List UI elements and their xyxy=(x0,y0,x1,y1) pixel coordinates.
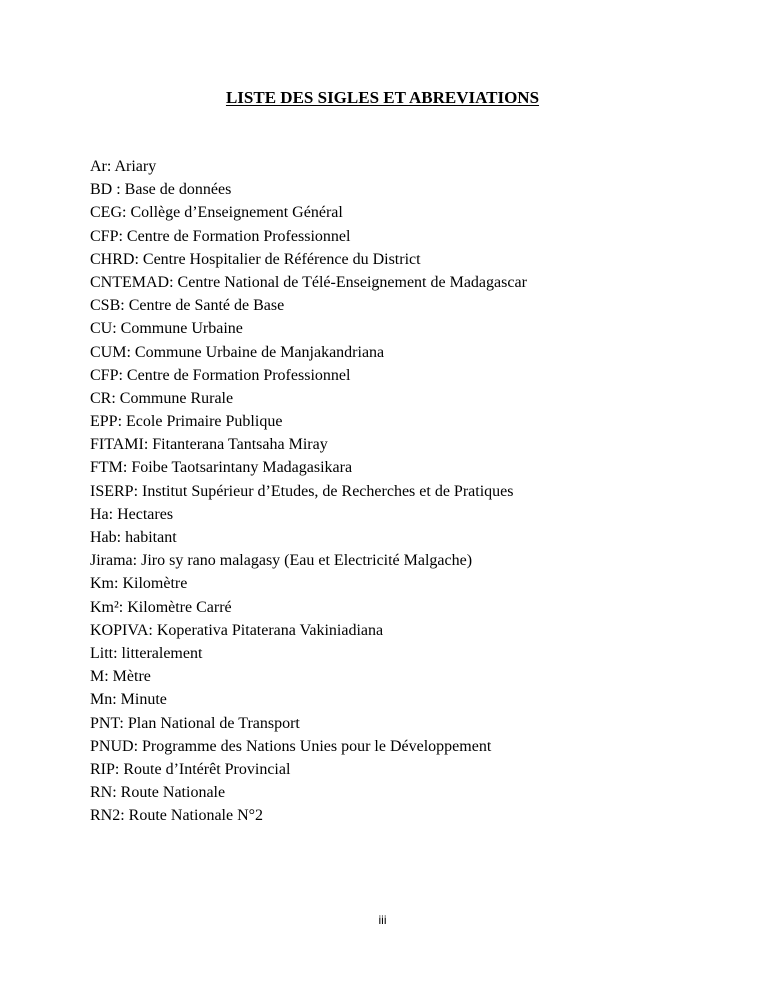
abbreviation-entry: Ha: Hectares xyxy=(90,505,174,523)
abbreviation-entry: FTM: Foibe Taotsarintany Madagasikara xyxy=(90,459,353,477)
abbreviation-entry: CFP: Centre de Formation Professionnel xyxy=(90,366,351,384)
abbreviation-entry: BD : Base de données xyxy=(90,181,232,199)
abbreviation-entry: Hab: habitant xyxy=(90,529,177,546)
abbreviation-entry: RN: Route Nationale xyxy=(90,784,226,802)
abbreviation-entry: Jirama: Jiro sy rano malagasy (Eau et Electricité Malgache) xyxy=(90,552,473,570)
abbreviation-entry: PNUD: Programme des Nations Unies pour le Développement xyxy=(90,737,492,755)
abbreviation-entry: CSB: Centre de Santé de Base xyxy=(90,297,285,315)
abbreviation-entry: CFP: Centre de Formation Professionnel xyxy=(90,227,351,245)
abbreviation-entry: CNTEMAD: Centre National de Télé-Enseignement de Madagascar xyxy=(90,273,527,291)
abbreviation-entry: M: Mètre xyxy=(90,668,151,686)
page-number: iii xyxy=(378,913,387,927)
abbreviation-entry: PNT: Plan National de Transport xyxy=(90,714,300,732)
page-title xyxy=(0,87,765,109)
abbreviation-list xyxy=(90,155,527,827)
abbreviation-entry: ISERP: Institut Supérieur d’Etudes, de Recherches et de Pratiques xyxy=(90,482,514,500)
abbreviation-entry: CUM: Commune Urbaine de Manjakandriana xyxy=(90,343,385,361)
abbreviation-entry: RIP: Route d’Intérêt Provincial xyxy=(90,760,291,778)
abbreviation-entry: EPP: Ecole Primaire Publique xyxy=(90,413,283,431)
abbreviation-entry: CEG: Collège d’Enseignement Général xyxy=(90,204,343,222)
abbreviation-entry: CR: Commune Rurale xyxy=(90,389,234,407)
page-title-text: LISTE DES SIGLES ET ABREVIATIONS xyxy=(225,88,540,107)
abbreviation-entry: Km²: Kilomètre Carré xyxy=(90,598,232,616)
abbreviation-entry: CHRD: Centre Hospitalier de Référence du District xyxy=(90,250,421,268)
abbreviation-entry: Ar: Ariary xyxy=(90,158,157,175)
abbreviation-entry: Litt: litteralement xyxy=(90,644,203,662)
abbreviation-entry: FITAMI: Fitanterana Tantsaha Miray xyxy=(90,436,328,454)
abbreviation-entry: Mn: Minute xyxy=(90,691,167,709)
abbreviation-entry: Km: Kilomètre xyxy=(90,575,188,593)
abbreviation-entry: RN2: Route Nationale N°2 xyxy=(90,807,264,825)
abbreviation-entry: KOPIVA: Koperativa Pitaterana Vakiniadiana xyxy=(90,621,384,639)
abbreviation-entry: CU: Commune Urbaine xyxy=(90,320,243,338)
